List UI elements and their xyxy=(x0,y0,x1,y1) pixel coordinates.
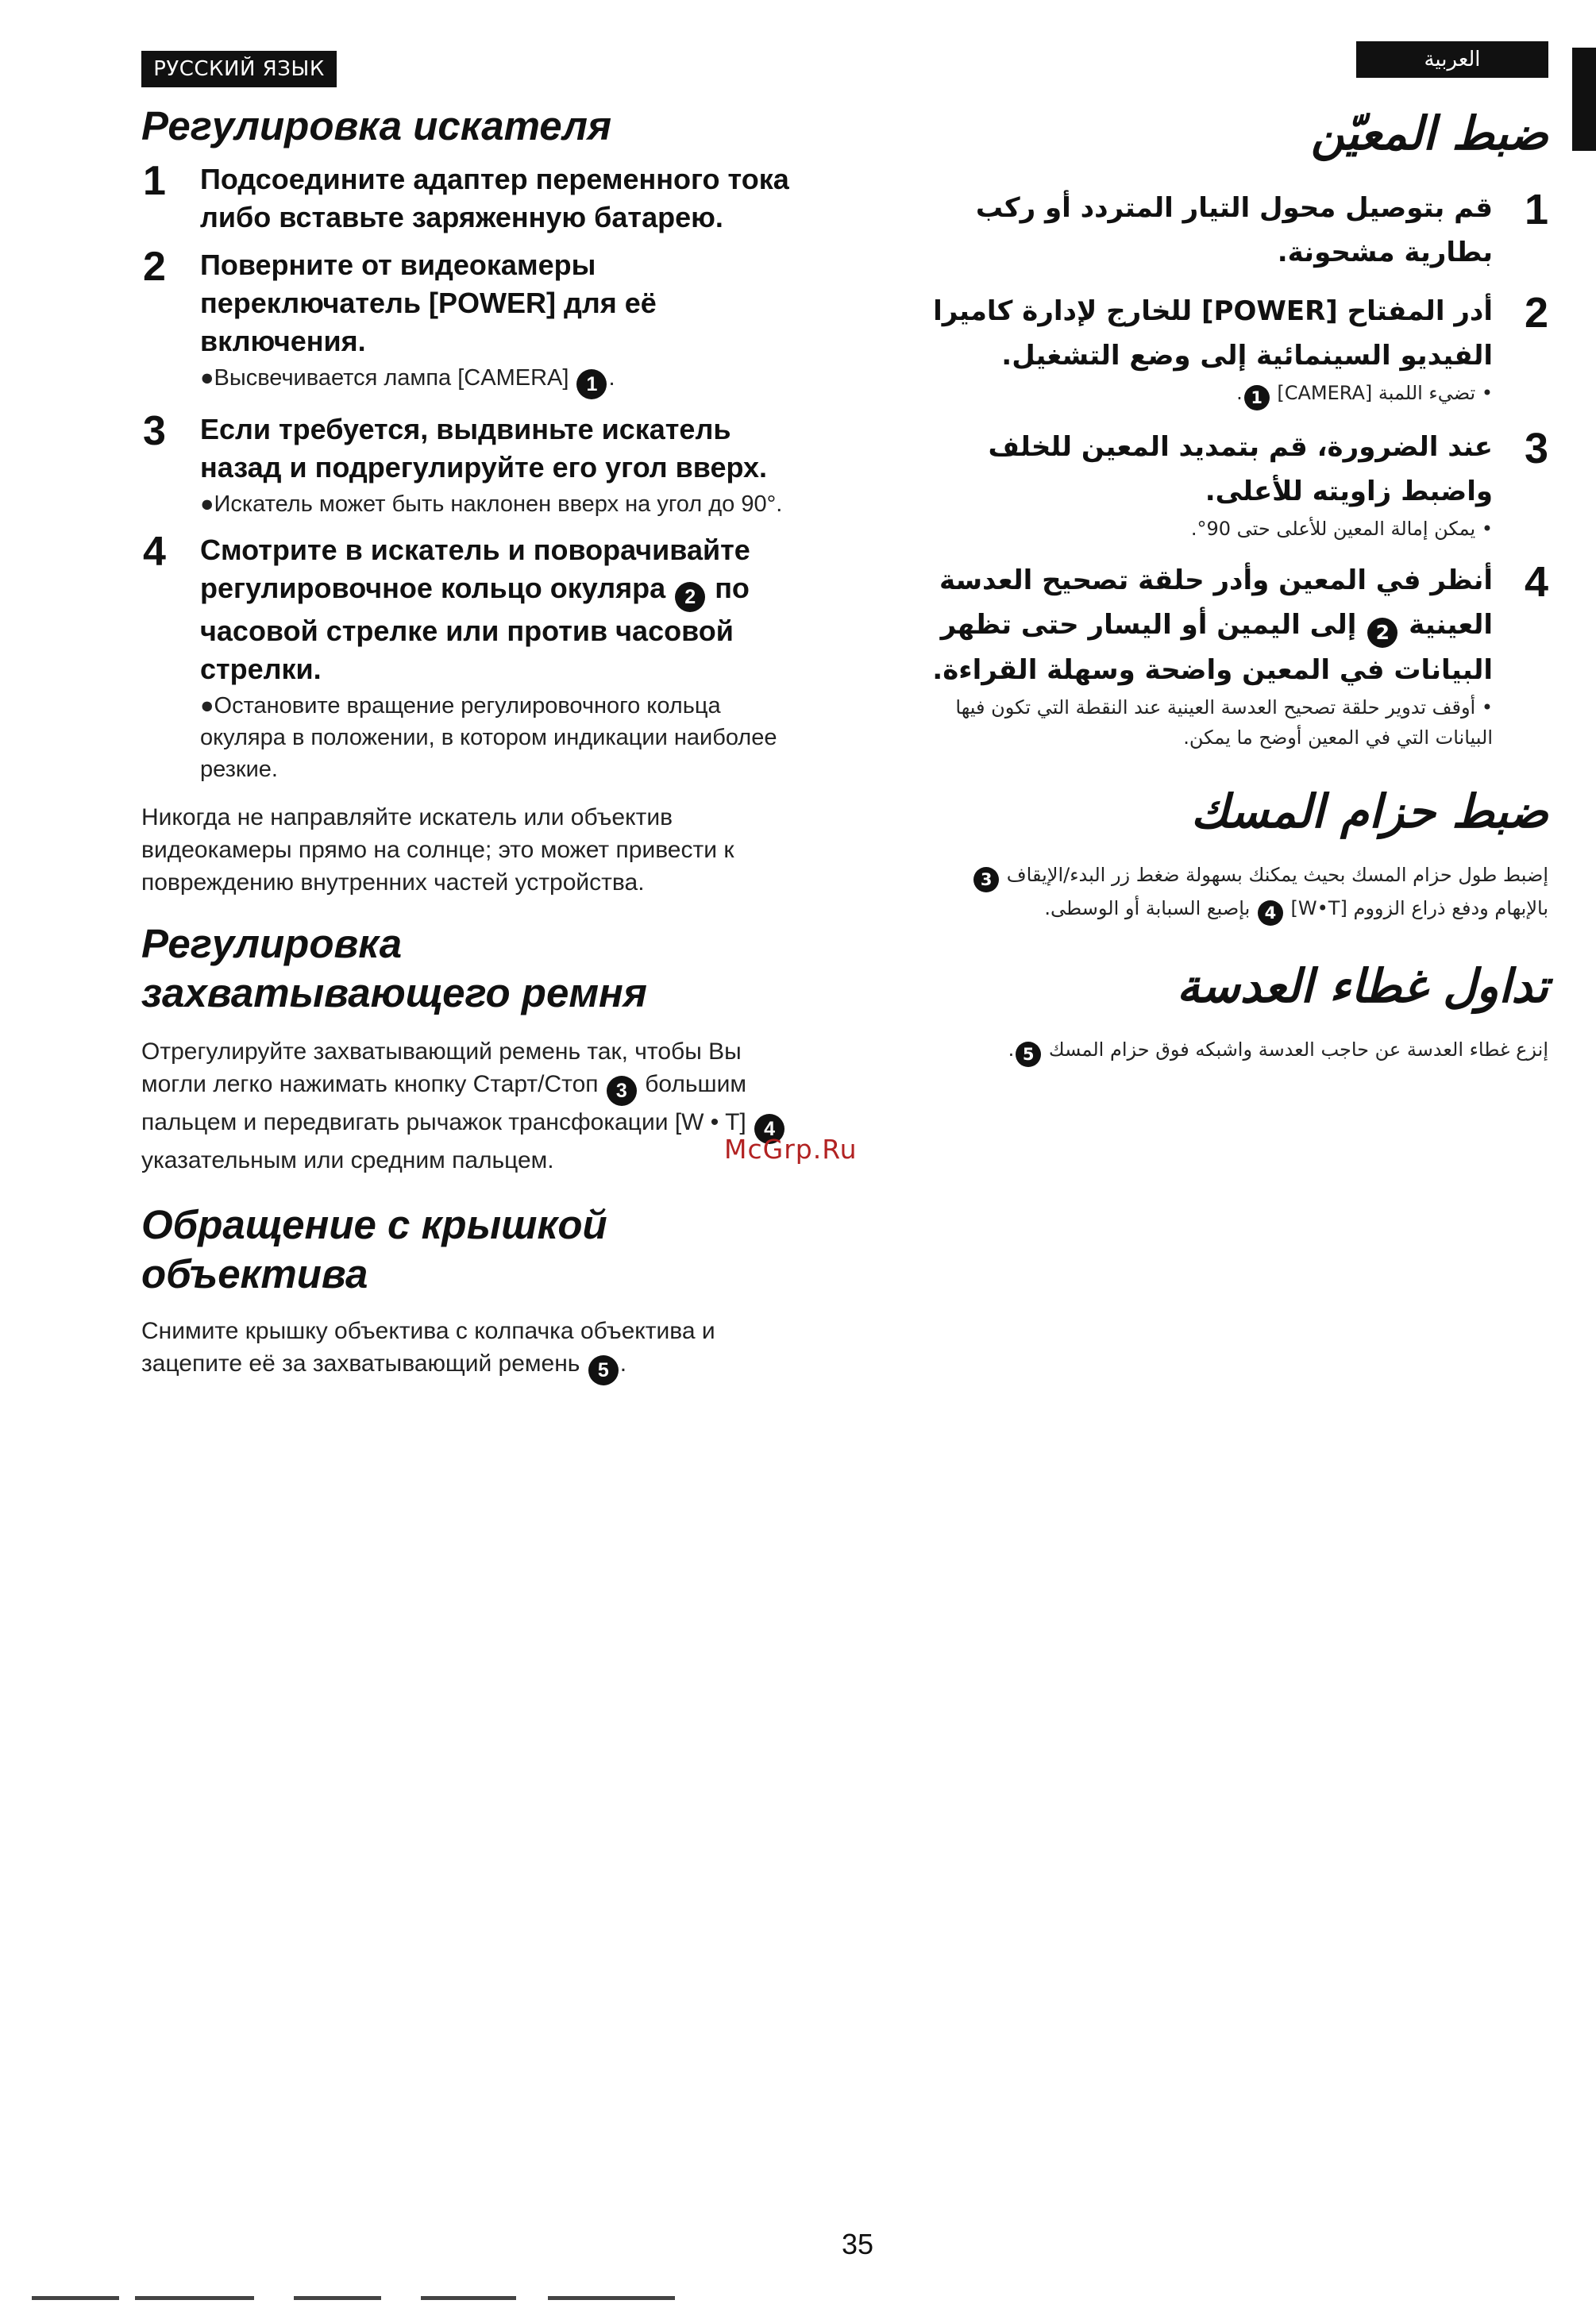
step-text-part: أنظر في المعين وأدر حلقة تصحيح العدسة العينية xyxy=(939,564,1493,641)
ru-grip-text xyxy=(141,1035,808,1177)
ar-grip-text xyxy=(921,859,1548,926)
ru-step-number: 4 xyxy=(143,529,166,575)
watermark-text: McGrp.Ru xyxy=(724,1134,858,1165)
step-text-part: по часовой стрелке или против часовой стрелки. xyxy=(200,572,750,685)
ar-step-number: 3 xyxy=(1524,425,1548,472)
para-part: بإصبع السبابة أو الوسطى. xyxy=(1044,897,1251,919)
callout-marker-3: 3 xyxy=(973,867,999,892)
ru-step-text: Поверните от видеокамеры переключатель [POWER] для её включения. xyxy=(200,249,657,357)
ar-step-note: • أوقف تدوير حلقة تصحيح العدسة العينية عند النقطة التي تكون فيها البيانات التي في المعين أوضح ما يمكن. xyxy=(955,696,1493,749)
callout-marker-2: 2 xyxy=(675,582,705,612)
note-text: • تضيء اللمبة [CAMERA] xyxy=(1277,382,1493,404)
ru-grip-title xyxy=(141,919,808,1018)
step-text-part: Смотрите в искатель и поворачивайте регулировочное кольцо окуляра xyxy=(200,534,750,604)
note-text-end: . xyxy=(1236,382,1243,404)
page-edge-marker xyxy=(1572,48,1596,151)
note-text-end: . xyxy=(608,365,615,391)
para-part: بالإبهام ودفع ذراع الزووم [W•T] xyxy=(1290,897,1548,919)
callout-marker-4: 4 xyxy=(754,1114,785,1144)
callout-marker-1: 1 xyxy=(576,369,607,399)
ru-step-number: 3 xyxy=(143,408,166,454)
ru-step-2 xyxy=(141,246,808,399)
ar-grip-title: ضبط حزام المسك xyxy=(1190,784,1548,838)
ru-step-text: Если требуется, выдвиньте искатель назад и подрегулируйте его угол вверх. xyxy=(200,413,768,484)
language-tab-russian: РУССКИЙ ЯЗЫК xyxy=(141,51,337,87)
para-part: Отрегулируйте захватывающий ремень так, чтобы Вы могли легко нажимать кнопку Старт/Стоп xyxy=(141,1038,742,1097)
ru-step-number: 2 xyxy=(143,244,166,290)
para-part: Снимите крышку объектива с колпачка объектива и зацепите её за захватывающий ремень xyxy=(141,1318,715,1377)
title-line: Обращение с крышкой xyxy=(141,1202,607,1247)
para-part: . xyxy=(1008,1038,1015,1061)
ar-step-4 xyxy=(921,558,1548,753)
ar-step-2 xyxy=(921,289,1548,410)
para-part: . xyxy=(619,1350,627,1377)
ar-step-note xyxy=(921,378,1493,410)
ru-step-1 xyxy=(141,160,808,237)
ru-step-text xyxy=(200,531,808,688)
ar-step-note: • يمكن إمالة المعين للأعلى حتى 90°. xyxy=(1190,518,1493,540)
callout-marker-3: 3 xyxy=(607,1076,637,1106)
arabic-column xyxy=(921,102,1548,1067)
ru-step-text: Подсоедините адаптер переменного тока либо вставьте заряженную батарею. xyxy=(200,163,789,233)
ar-step-1 xyxy=(921,186,1548,275)
para-part: إضبط طول حزام المسك بحيث يمكنك بسهولة ضغط زر البدء/الإيقاف xyxy=(1006,864,1548,886)
para-part: указательным или средним пальцем. xyxy=(141,1147,554,1173)
ar-step-3 xyxy=(921,425,1548,544)
ru-lens-cap-text xyxy=(141,1315,808,1385)
callout-marker-5: 5 xyxy=(588,1355,619,1385)
title-line: Регулировка xyxy=(141,921,403,966)
ar-viewfinder-title: ضبط المعيّن xyxy=(1311,106,1548,160)
ar-step-text: قم بتوصيل محول التيار المتردد أو ركب بطارية مشحونة. xyxy=(975,192,1493,268)
ar-step-number: 1 xyxy=(1524,186,1548,233)
callout-marker-5: 5 xyxy=(1016,1042,1041,1067)
title-line: объектива xyxy=(141,1251,368,1296)
ru-step-note: ●Остановите вращение регулировочного кольца окуляра в положении, в котором индикации наиболее резкие. xyxy=(200,693,777,782)
russian-column xyxy=(141,102,808,1385)
callout-marker-1: 1 xyxy=(1244,385,1270,410)
page-number: 35 xyxy=(842,2228,874,2260)
ru-step-4 xyxy=(141,531,808,785)
ru-lens-cap-title xyxy=(141,1200,808,1299)
title-line: захватывающего ремня xyxy=(141,970,647,1015)
ar-step-text: أدر المفتاح [POWER] للخارج لإدارة كاميرا الفيديو السينمائية إلى وضع التشغيل. xyxy=(933,295,1493,372)
ar-lens-cap-title: تداول غطاء العدسة xyxy=(1177,959,1548,1013)
ru-viewfinder-title: Регулировка искателя xyxy=(141,103,612,148)
para-part: большим пальцем и передвигать рычажок трансфокации [W • T] xyxy=(141,1071,746,1135)
para-part: إنزع غطاء العدسة عن حاجب العدسة واشبكه فوق حزام المسك xyxy=(1048,1038,1548,1061)
ar-step-text xyxy=(921,558,1493,692)
scan-edge-marks xyxy=(32,2296,683,2301)
ar-lens-cap-text xyxy=(921,1034,1548,1067)
language-tab-arabic: العربية xyxy=(1356,41,1548,78)
ar-step-number: 2 xyxy=(1524,289,1548,337)
ru-step-3 xyxy=(141,410,808,520)
ru-step-note: ●Искатель может быть наклонен вверх на угол до 90°. xyxy=(200,491,783,517)
ar-step-text: عند الضرورة، قم بتمديد المعين للخلف واضبط زاويته للأعلى. xyxy=(988,431,1493,507)
ru-step-number: 1 xyxy=(143,158,166,204)
note-text: ●Высвечивается лампа [CAMERA] xyxy=(200,365,569,391)
ru-sun-warning: Никогда не направляйте искатель или объектив видеокамеры прямо на солнце; это может привести к повреждению внутренних частей устройства. xyxy=(141,804,734,896)
ar-step-number: 4 xyxy=(1524,558,1548,606)
callout-marker-2: 2 xyxy=(1367,618,1397,648)
step-text-part: إلى اليمين أو اليسار حتى تظهر البيانات في المعين واضحة وسهلة القراءة. xyxy=(932,609,1493,686)
ru-step-note xyxy=(200,362,808,399)
callout-marker-4: 4 xyxy=(1258,900,1283,926)
